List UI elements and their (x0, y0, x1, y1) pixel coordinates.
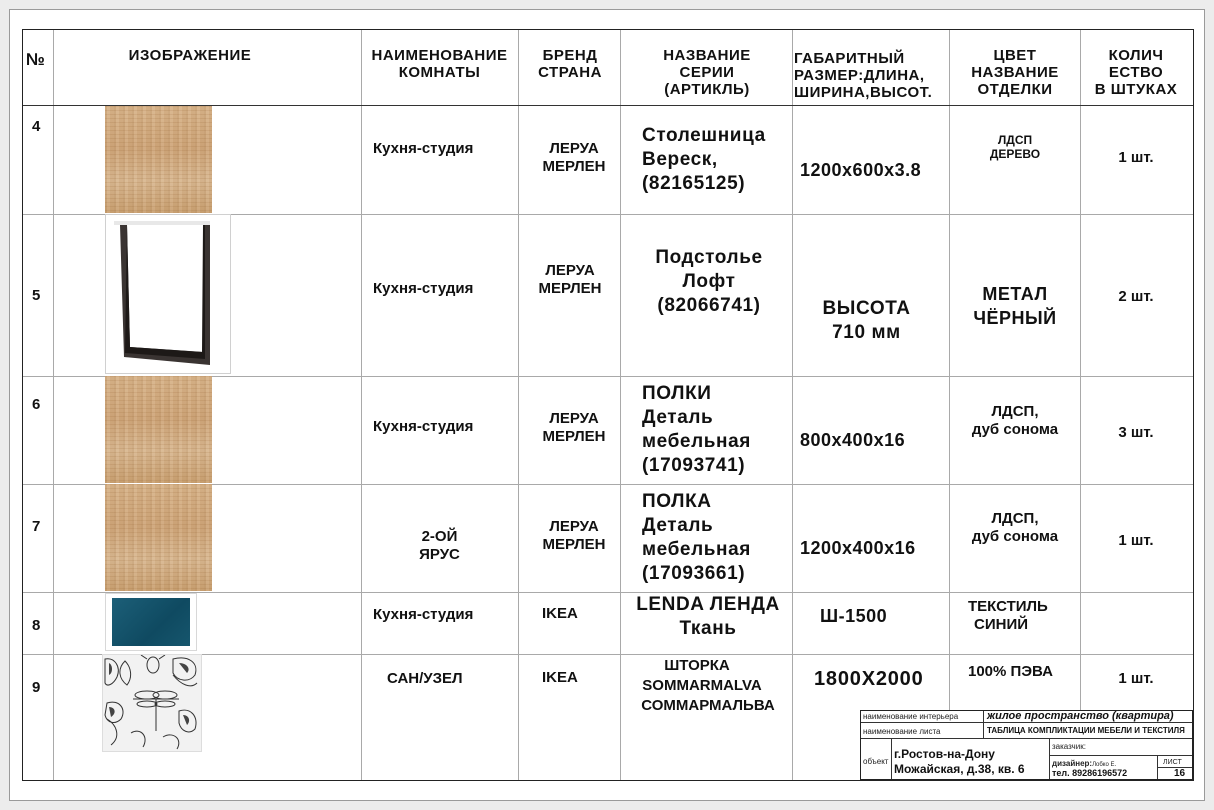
oak-laminate-swatch-icon (105, 376, 212, 483)
brand: ЛЕРУА МЕРЛЕН (542, 140, 606, 175)
col-divider (1080, 30, 1081, 710)
metal-table-leg-icon (105, 214, 231, 374)
row-num: 7 (32, 518, 41, 535)
title-block (860, 710, 1193, 780)
finish: ЛДСП, дуб сонома (971, 510, 1059, 545)
row-num: 8 (32, 617, 41, 634)
finish: ЛДСП, дуб сонома (971, 403, 1059, 438)
dimensions: 1800Х2000 (814, 668, 924, 690)
header-qty: КОЛИЧ ЕСТВО В ШТУКАХ (1094, 47, 1178, 98)
sheet-value: ТАБЛИЦА КОМПЛИКТАЦИИ МЕБЕЛИ И ТЕКСТИЛЯ (987, 726, 1185, 735)
designer-label: дизайнер:Лобко Е. (1052, 759, 1117, 768)
series-name: ШТОРКА SOMMARMALVA СОММАРМАЛЬВА (641, 657, 775, 714)
brand: ЛЕРУА МЕРЛЕН (538, 262, 602, 297)
room-name: Кухня-студия (373, 606, 474, 623)
brand: IKEA (542, 605, 578, 622)
col-divider (949, 30, 950, 710)
brand: ЛЕРУА МЕРЛЕН (542, 518, 606, 553)
designer-phone: тел. 89286196572 (1052, 768, 1128, 778)
blue-fabric-swatch-icon (105, 593, 197, 651)
header-size: ГАБАРИТНЫЙ РАЗМЕР:ДЛИНА, ШИРИНА,ВЫСОТ. (794, 50, 933, 101)
quantity: 3 шт. (1118, 424, 1154, 441)
room-name: Кухня-студия (373, 418, 474, 435)
dimensions: Ш-1500 (820, 606, 888, 626)
room-name: САН/УЗЕЛ (387, 670, 463, 687)
dimensions: 1200х600х3.8 (800, 160, 922, 180)
oak-laminate-swatch-icon (105, 484, 212, 591)
col-divider (518, 30, 519, 780)
series-name: LENDA ЛЕНДА Ткань (636, 594, 780, 639)
row-num: 4 (32, 118, 41, 135)
header-color: ЦВЕТ НАЗВАНИЕ ОТДЕЛКИ (971, 47, 1059, 98)
col-divider (361, 30, 362, 780)
insect-print-curtain-icon (102, 654, 202, 752)
interior-label: наименование интерьера (863, 712, 959, 721)
sheet-label: наименование листа (863, 727, 941, 736)
header-image: ИЗОБРАЖЕНИЕ (128, 47, 252, 64)
dimensions: 1200х400х16 (800, 538, 916, 558)
quantity: 1 шт. (1118, 149, 1154, 166)
series-name: Подстолье Лофт (82066741) (655, 247, 763, 316)
customer-label: заказчик: (1052, 742, 1086, 751)
dimensions: ВЫСОТА 710 мм (822, 298, 911, 343)
finish: ТЕКСТИЛЬ СИНИЙ (968, 598, 1048, 633)
room-name: 2-ОЙ ЯРУС (419, 528, 460, 563)
header-room: НАИМЕНОВАНИЕ КОМНАТЫ (371, 47, 508, 81)
sheet-no: 16 (1174, 768, 1186, 779)
brand: IKEA (542, 669, 578, 686)
sheet-no-label: ЛИСТ (1163, 759, 1182, 766)
finish: ЛДСП ДЕРЕВО (989, 133, 1041, 161)
row-divider (23, 592, 1193, 593)
room-name: Кухня-студия (373, 140, 474, 157)
object-address: г.Ростов-на-Дону Можайская, д.38, кв. 6 (894, 747, 1025, 776)
quantity: 1 шт. (1118, 670, 1154, 687)
object-label: объект (863, 757, 889, 766)
quantity: 2 шт. (1118, 288, 1154, 305)
room-name: Кухня-студия (373, 280, 474, 297)
row-num: 5 (32, 287, 41, 304)
row-num: 9 (32, 679, 41, 696)
brand: ЛЕРУА МЕРЛЕН (542, 410, 606, 445)
oak-laminate-swatch-icon (105, 106, 212, 213)
header-num: № (26, 50, 45, 69)
interior-value: жилое пространство (квартира) (987, 710, 1174, 722)
col-divider (53, 30, 54, 780)
row-num: 6 (32, 396, 41, 413)
series-name: ПОЛКА Деталь мебельная (17093661) (642, 491, 751, 584)
finish: МЕТАЛ ЧЁРНЫЙ (973, 284, 1057, 328)
series-name: ПОЛКИ Деталь мебельная (17093741) (642, 383, 751, 476)
quantity: 1 шт. (1118, 532, 1154, 549)
header-series: НАЗВАНИЕ СЕРИИ (АРТИКЛЬ) (663, 47, 751, 98)
finish: 100% ПЭВА (968, 663, 1053, 680)
series-name: Столешница Вереск, (82165125) (642, 125, 766, 194)
header-brand: БРЕНД СТРАНА (538, 47, 602, 81)
dimensions: 800х400х16 (800, 430, 906, 450)
